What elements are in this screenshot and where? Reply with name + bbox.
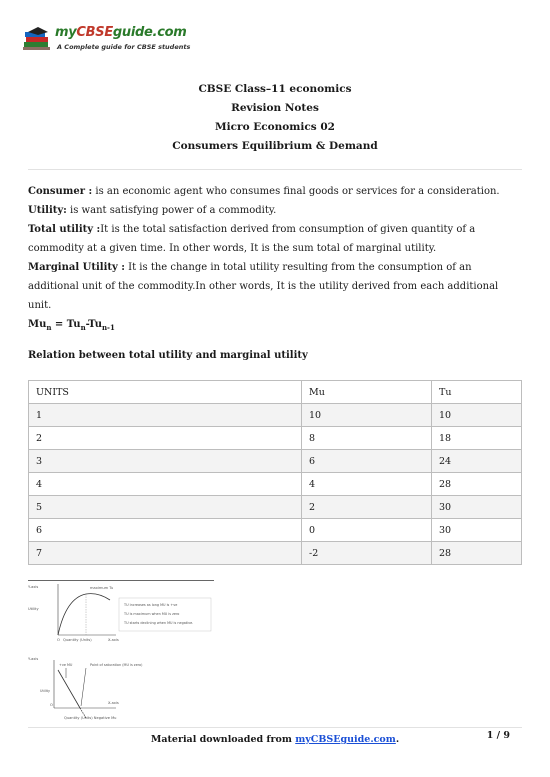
cell-mu: 6	[302, 450, 432, 473]
definition-marginal-utility: Marginal Utility : It is the change in total utility resulting from the consumption of an additional unit of the commodity.In other words, It is the utility derived from each additional unit.	[28, 262, 499, 311]
bottom-saturation-label: Point of saturation (MU is zero)	[90, 663, 143, 667]
header-line-notes: Revision Notes	[231, 102, 319, 114]
header-line-class: CBSE Class–11 economics	[198, 83, 352, 95]
cell-mu: 2	[302, 496, 432, 519]
footer-prefix: Material downloaded from	[150, 734, 296, 745]
table-header-row	[29, 381, 522, 404]
header-line-unit: Micro Economics 02	[215, 121, 335, 133]
note-increase: TU increases as long MU is +ve	[124, 603, 178, 607]
site-logo[interactable]	[22, 22, 191, 58]
cell-mu: 0	[302, 519, 432, 542]
cell-mu: 10	[302, 404, 432, 427]
cell-tu: 30	[432, 496, 522, 519]
definition-consumer: Consumer : is an economic agent who consumes final goods or services for a consideration.	[28, 186, 500, 197]
cell-units: 4	[29, 473, 302, 496]
cell-units: 1	[29, 404, 302, 427]
table-row	[29, 519, 522, 542]
table-row	[29, 404, 522, 427]
top-utility-label: Utility	[28, 607, 39, 611]
cell-tu: 30	[432, 519, 522, 542]
cell-tu: 28	[432, 473, 522, 496]
cell-mu: -2	[302, 542, 432, 565]
top-y-axis-label: Y-axis	[28, 585, 39, 589]
definition-total-utility: Total utility :It is the total satisfaction derived from consumption of given quantity of a commodity at a given time. In other words, It is the sum total of marginal utility.	[28, 224, 476, 254]
footer	[0, 734, 550, 745]
bottom-x-label: Quantity (Units) Negative Mu	[64, 716, 117, 720]
cell-mu: 8	[302, 427, 432, 450]
logo-brand: myCBSEguide.com	[55, 25, 187, 40]
header-divider	[28, 169, 522, 170]
marginal-utility-formula: $Mu_n = Tu_n-Tu_{n-1}$	[28, 319, 115, 332]
header-line-topic: Consumers Equilibrium & Demand	[172, 140, 378, 152]
cell-units: 6	[29, 519, 302, 542]
bottom-x-axis-label: X-axis	[108, 701, 119, 705]
footer-divider	[28, 727, 522, 728]
page-number: 1 / 9	[486, 730, 510, 741]
top-x-axis-label: X-axis	[108, 638, 119, 642]
table-row	[29, 427, 522, 450]
total-utility-curve	[58, 594, 110, 635]
bottom-mu-label: +ve MU	[59, 663, 73, 667]
note-maximum: TU is maximum when MU is zero	[124, 612, 180, 616]
cell-mu: 4	[302, 473, 432, 496]
cell-units: 7	[29, 542, 302, 565]
header-units: UNITS	[29, 381, 302, 404]
cell-tu: 10	[432, 404, 522, 427]
bottom-utility-label: Utility	[40, 689, 50, 693]
table-row	[29, 496, 522, 519]
footer-link[interactable]: myCBSEguide.com	[295, 734, 396, 745]
cell-units: 5	[29, 496, 302, 519]
definitions	[28, 182, 524, 337]
cell-tu: 28	[432, 542, 522, 565]
bottom-origin-label: O	[50, 703, 53, 707]
top-origin-label: O	[57, 638, 60, 642]
table-row	[29, 450, 522, 473]
document-header	[0, 80, 550, 156]
header-tu: Tu	[432, 381, 522, 404]
section-title: Relation between total utility and marginal utility	[28, 350, 308, 361]
definition-utility: Utility: is want satisfying power of a commodity.	[28, 205, 277, 216]
logo-tagline: A Complete guide for CBSE students	[57, 43, 191, 51]
note-decline: TU starts declining when MU is negative.	[124, 621, 194, 625]
cell-tu: 18	[432, 427, 522, 450]
header-mu: Mu	[302, 381, 432, 404]
cell-tu: 24	[432, 450, 522, 473]
top-x-label: Quantity (Units)	[63, 638, 92, 642]
books-icon	[22, 26, 52, 54]
table-row	[29, 473, 522, 496]
marginal-utility-line	[58, 670, 80, 708]
saturation-pointer	[81, 668, 86, 706]
table-row	[29, 542, 522, 565]
cell-units: 3	[29, 450, 302, 473]
top-max-tu-label: maximum Tu	[90, 586, 114, 590]
cell-units: 2	[29, 427, 302, 450]
utility-graph-figure	[28, 580, 214, 720]
footer-suffix: .	[395, 734, 400, 745]
utility-table	[28, 380, 522, 565]
bottom-y-axis-label: Y-axis	[28, 657, 39, 661]
